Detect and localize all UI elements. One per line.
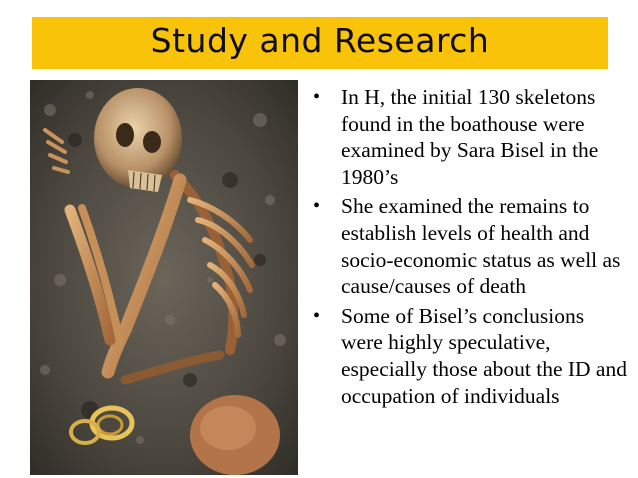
bullet-item <box>311 193 631 299</box>
bullet-item <box>311 303 631 409</box>
skeleton-photo <box>30 80 298 475</box>
bullet-dot-icon: • <box>313 86 321 108</box>
title-bar <box>32 17 608 69</box>
slide-title: Study and Research <box>150 21 490 60</box>
bullet-dot-icon: • <box>313 195 321 218</box>
bullet-dot-icon: • <box>313 304 321 327</box>
bullet-text: In H, the initial 130 skeletons found in the boathouse were examined by Sara Bisel in the 1980’s <box>341 85 599 189</box>
bullet-text: Some of Bisel’s conclusions were highly speculative, especially those about the ID and occupation of individuals <box>341 303 627 408</box>
bullet-text: She examined the remains to establish levels of health and socio-economic status as well as cause/causes of death <box>341 194 621 299</box>
bullet-list <box>311 84 631 412</box>
bullet-item <box>311 84 631 190</box>
